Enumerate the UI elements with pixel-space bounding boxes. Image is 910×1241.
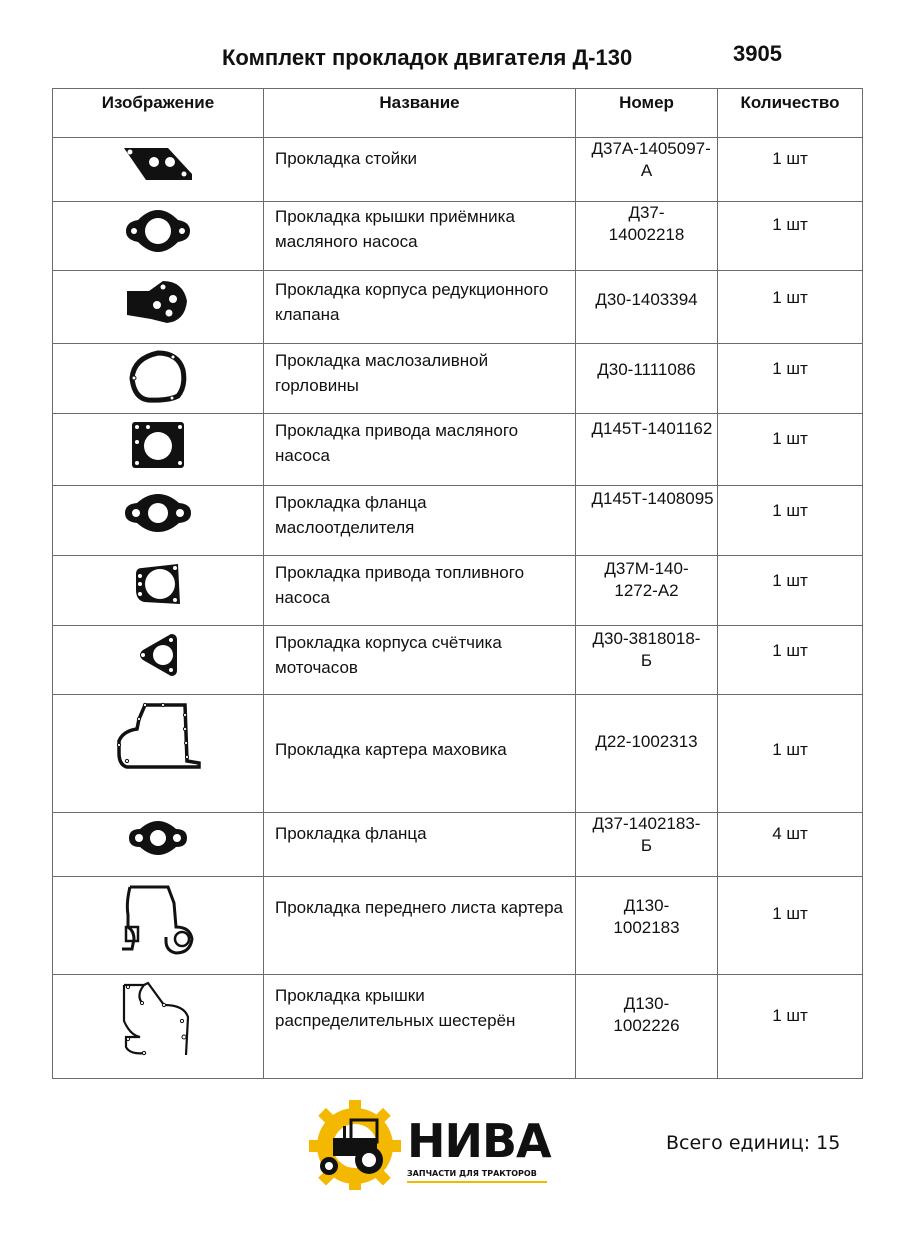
gasket-reducing-valve-body-icon [53,271,263,327]
part-number: Д30-1403394 [595,290,698,309]
cell-image [53,626,264,695]
part-name: Прокладка фланца маслоотделителя [275,493,427,537]
niva-logo [307,1096,557,1192]
cell-name [264,877,576,975]
cell-name [264,414,576,486]
cell-quantity [718,877,863,975]
cell-image [53,344,264,414]
part-quantity: 1 шт [772,641,808,660]
cell-number [576,813,718,877]
cell-number [576,556,718,626]
part-name: Прокладка картера маховика [275,740,507,759]
cell-name [264,202,576,271]
cell-quantity [718,556,863,626]
gasket-oil-pump-drive-icon [53,414,263,470]
cell-quantity [718,271,863,344]
part-name: Прокладка корпуса счётчика моточасов [275,633,502,677]
cell-number [576,626,718,695]
cell-name [264,344,576,414]
cell-number [576,202,718,271]
cell-image [53,877,264,975]
gasket-timing-gear-cover-icon [53,975,263,1057]
cell-image [53,975,264,1079]
part-number: Д37-1402183-Б [592,814,701,855]
gasket-oil-separator-flange-icon [53,486,263,534]
table-row [53,626,863,695]
part-number: Д37М-140-1272-А2 [604,559,689,600]
cell-quantity [718,486,863,556]
part-name: Прокладка крышки приёмника масляного насоса [275,207,515,251]
part-quantity: 1 шт [772,359,808,378]
cell-number [576,486,718,556]
part-number: Д37-14002218 [608,203,685,244]
cell-quantity [718,344,863,414]
part-quantity: 1 шт [772,149,808,168]
cell-quantity [718,202,863,271]
column-header-quantity: Количество [718,89,863,138]
part-number: Д130-1002226 [613,994,680,1035]
cell-number [576,138,718,202]
cell-image [53,138,264,202]
part-quantity: 1 шт [772,740,808,759]
part-name: Прокладка привода топливного насоса [275,563,525,607]
part-name: Прокладка корпуса редукционного клапана [275,280,549,324]
gasket-crankcase-front-sheet-icon [53,877,263,955]
part-quantity: 1 шт [772,571,808,590]
table-row [53,202,863,271]
cell-quantity [718,975,863,1079]
gasket-hour-meter-body-icon [53,626,263,678]
parts-table [52,88,863,1079]
part-quantity: 1 шт [772,501,808,520]
logo-tagline: ЗАПЧАСТИ ДЛЯ ТРАКТОРОВ [407,1169,537,1178]
gasket-fuel-pump-drive-icon [53,556,263,606]
logo-brand: НИВА [407,1114,551,1168]
part-number: Д22-1002313 [595,732,698,751]
cell-image [53,813,264,877]
cell-quantity [718,813,863,877]
part-number: Д37А-1405097-А [591,139,711,180]
table-row [53,138,863,202]
cell-number [576,877,718,975]
gasket-stoyki-icon [53,138,263,184]
table-row [53,486,863,556]
part-name: Прокладка маслозаливной горловины [275,351,489,395]
cell-quantity [718,414,863,486]
part-number: Д145Т-1408095 [591,489,714,508]
gasket-flange-icon [53,813,263,857]
table-row [53,556,863,626]
column-header-image: Изображение [53,89,264,138]
cell-quantity [718,626,863,695]
table-row [53,813,863,877]
cell-number [576,271,718,344]
part-quantity: 1 шт [772,904,808,923]
table-row [53,975,863,1079]
table-row [53,877,863,975]
cell-number [576,695,718,813]
part-number: Д130-1002183 [613,896,680,937]
cell-image [53,695,264,813]
cell-image [53,202,264,271]
cell-name [264,271,576,344]
part-quantity: 1 шт [772,1006,808,1025]
kit-code: 3905 [733,41,782,66]
cell-image [53,486,264,556]
part-quantity: 1 шт [772,429,808,448]
table-header-row [53,89,863,138]
cell-name [264,626,576,695]
cell-image [53,414,264,486]
part-quantity: 1 шт [772,215,808,234]
cell-name [264,975,576,1079]
cell-quantity [718,138,863,202]
table-row [53,414,863,486]
cell-name [264,556,576,626]
cell-name [264,486,576,556]
table-row [53,344,863,414]
cell-quantity [718,695,863,813]
logo-underline [407,1181,547,1183]
part-number: Д30-1111086 [597,360,696,379]
cell-number [576,975,718,1079]
table-row [53,271,863,344]
part-name: Прокладка привода масляного насоса [275,421,519,465]
cell-name [264,813,576,877]
total-units: Всего единиц: 15 [666,1132,841,1154]
part-name: Прокладка стойки [275,149,418,168]
gasket-flywheel-housing-icon [53,695,263,769]
gasket-oil-pump-receiver-cover-icon [53,202,263,254]
gasket-oil-filler-neck-icon [53,344,263,404]
cell-image [53,556,264,626]
part-number: Д145Т-1401162 [591,419,713,438]
cell-number [576,344,718,414]
part-name: Прокладка фланца [275,824,427,843]
part-name: Прокладка переднего листа картера [275,898,563,917]
part-number: Д30-3818018-Б [592,629,701,670]
page-title: Комплект прокладок двигателя Д-130 [222,45,633,70]
cell-image [53,271,264,344]
cell-name [264,695,576,813]
part-name: Прокладка крышки распределительных шестерён [275,986,516,1030]
column-header-number: Номер [576,89,718,138]
cell-number [576,414,718,486]
part-quantity: 4 шт [772,824,808,843]
table-row [53,695,863,813]
part-quantity: 1 шт [772,288,808,307]
cell-name [264,138,576,202]
column-header-name: Название [264,89,576,138]
